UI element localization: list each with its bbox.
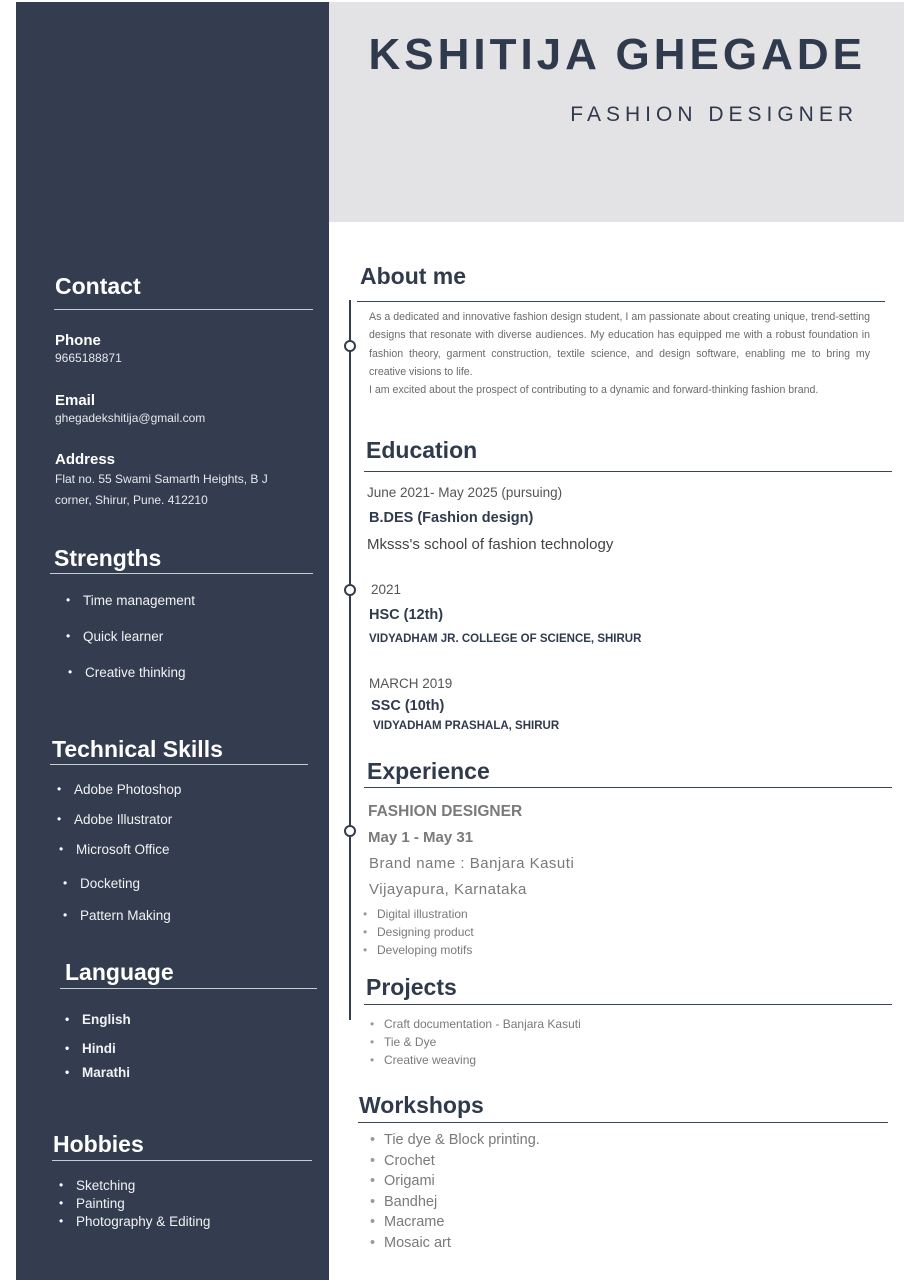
language-item: • English (82, 1012, 131, 1027)
about-divider (357, 301, 885, 302)
education-institution: VIDYADHAM JR. COLLEGE OF SCIENCE, SHIRUR (369, 633, 642, 645)
education-date: June 2021- May 2025 (pursuing) (367, 485, 563, 500)
email-label: Email (55, 392, 96, 409)
experience-task: • Digital illustration (377, 907, 468, 921)
strengths-heading: Strengths (54, 545, 162, 571)
strength-item: • Time management (83, 593, 195, 608)
address-line-2: corner, Shirur, Pune. 412210 (55, 493, 208, 507)
candidate-name: KSHITIJA GHEGADE (368, 30, 866, 79)
strength-item: • Quick learner (83, 629, 163, 644)
hobby-item: • Photography & Editing (76, 1214, 210, 1229)
workshop-item: • Origami (384, 1173, 435, 1189)
hobby-item: • Sketching (76, 1178, 135, 1193)
skill-item: • Adobe Photoshop (74, 782, 181, 797)
project-item: • Craft documentation - Banjara Kasuti (384, 1017, 581, 1031)
phone-value: 9665188871 (55, 351, 122, 365)
hobbies-heading: Hobbies (53, 1131, 144, 1157)
about-paragraph: I am excited about the prospect of contributing to a dynamic and forward-thinking fashion brand. (369, 384, 819, 397)
workshop-item: • Crochet (384, 1153, 435, 1169)
sidebar (16, 2, 329, 1280)
experience-role: FASHION DESIGNER (368, 803, 523, 820)
address-line-1: Flat no. 55 Swami Samarth Heights, B J (55, 472, 268, 486)
hobbies-divider (52, 1160, 312, 1161)
contact-divider (54, 309, 313, 310)
strengths-divider (50, 573, 313, 574)
candidate-role: FASHION DESIGNER (570, 103, 858, 126)
experience-divider (364, 787, 892, 788)
timeline-node (344, 584, 356, 596)
skill-item: • Adobe Illustrator (74, 812, 172, 827)
language-heading: Language (65, 959, 174, 985)
technical-skills-heading: Technical Skills (52, 736, 223, 762)
projects-heading: Projects (366, 974, 457, 1000)
technical-skills-divider (50, 764, 308, 765)
education-institution: Mksss's school of fashion technology (367, 536, 614, 553)
workshop-item: • Mosaic art (384, 1235, 451, 1251)
workshops-divider (358, 1122, 888, 1123)
workshops-heading: Workshops (359, 1092, 484, 1118)
about-paragraph: As a dedicated and innovative fashion design student, I am passionate about creating unique, trend-setting designs that resonate with diverse audiences. My education has equipped me with a robust foundation in fashion theory, garment construction, textile science, and design software, enabling me to bring my creative visions to life. (369, 311, 870, 378)
projects-divider (364, 1004, 892, 1005)
education-degree: SSC (10th) (371, 698, 445, 714)
education-divider (364, 471, 892, 472)
workshop-item: • Tie dye & Block printing. (384, 1132, 540, 1148)
timeline-node (344, 825, 356, 837)
project-item: • Creative weaving (384, 1053, 476, 1067)
education-degree: B.DES (Fashion design) (369, 510, 534, 526)
experience-task: • Designing product (377, 925, 474, 939)
about-heading: About me (360, 263, 467, 289)
phone-label: Phone (55, 332, 101, 349)
education-heading: Education (366, 437, 478, 463)
experience-brand: Brand name : Banjara Kasuti (369, 855, 575, 872)
experience-task: • Developing motifs (377, 943, 472, 957)
language-item: • Marathi (82, 1065, 130, 1080)
workshop-item: • Bandhej (384, 1194, 437, 1210)
education-degree: HSC (12th) (369, 607, 444, 623)
timeline-node (344, 340, 356, 352)
language-item: • Hindi (82, 1041, 116, 1056)
education-date: 2021 (371, 582, 402, 597)
email-value: ghegadekshitija@gmail.com (55, 411, 206, 425)
strength-item: • Creative thinking (85, 665, 186, 680)
language-divider (60, 988, 317, 989)
skill-item: • Pattern Making (80, 908, 171, 923)
skill-item: • Docketing (80, 876, 140, 891)
education-institution: VIDYADHAM PRASHALA, SHIRUR (373, 720, 560, 732)
experience-location: Vijayapura, Karnataka (369, 881, 527, 898)
workshop-item: • Macrame (384, 1214, 444, 1230)
hobby-item: • Painting (76, 1196, 125, 1211)
project-item: • Tie & Dye (384, 1035, 436, 1049)
skill-item: • Microsoft Office (76, 842, 170, 857)
contact-heading: Contact (55, 273, 141, 299)
timeline-line (349, 300, 351, 1020)
address-label: Address (55, 451, 116, 468)
about-text (369, 308, 870, 399)
experience-dates: May 1 - May 31 (368, 829, 474, 846)
education-date: MARCH 2019 (369, 676, 453, 691)
experience-heading: Experience (367, 758, 490, 784)
